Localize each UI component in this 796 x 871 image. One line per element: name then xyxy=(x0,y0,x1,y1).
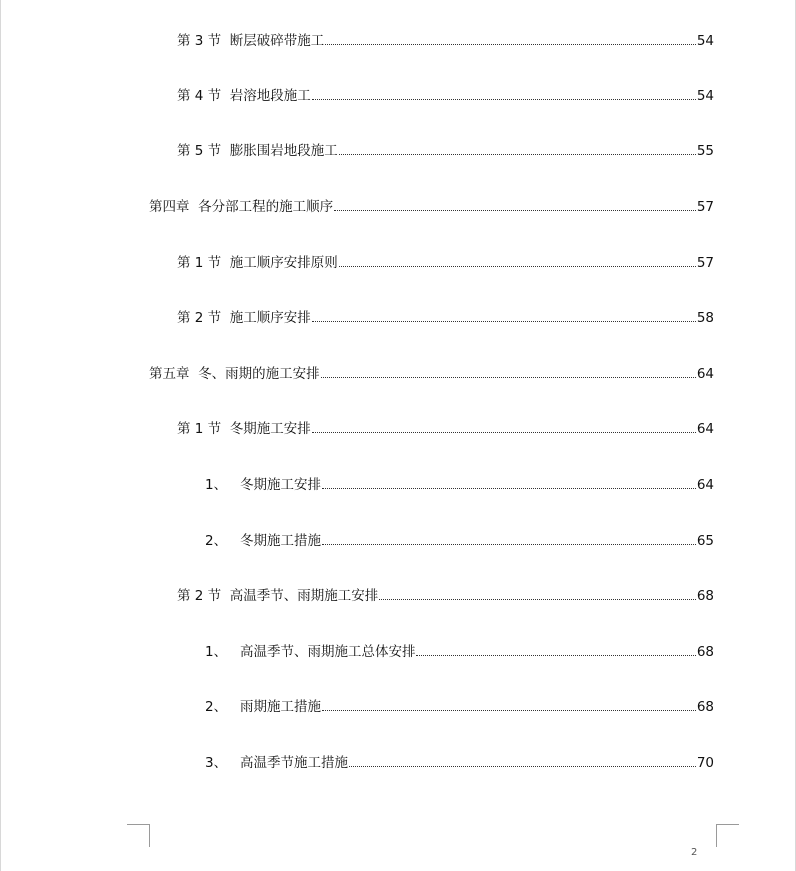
toc-entry-label: 第 1 节 冬期施工安排 xyxy=(177,421,311,437)
toc-entry[interactable] xyxy=(177,308,714,326)
toc-entry-page: 55 xyxy=(696,143,714,159)
toc-leader-dots xyxy=(312,431,696,433)
toc-entry-label: 第 5 节 膨胀围岩地段施工 xyxy=(177,143,338,159)
toc-entry-page: 57 xyxy=(696,199,714,215)
toc-entry[interactable] xyxy=(177,419,714,437)
toc-entry[interactable] xyxy=(149,364,714,382)
toc-leader-dots xyxy=(416,654,695,656)
toc-entry-label: 第 3 节 断层破碎带施工 xyxy=(177,33,325,49)
toc-entry-label: 第 2 节 高温季节、雨期施工安排 xyxy=(177,588,379,604)
toc-entry-label: 第四章 各分部工程的施工顺序 xyxy=(149,199,334,215)
toc-entry-label: 第 1 节 施工顺序安排原则 xyxy=(177,255,338,271)
toc-entry-label: 2、 雨期施工措施 xyxy=(205,699,321,715)
toc-leader-dots xyxy=(339,153,696,155)
toc-entry[interactable] xyxy=(205,642,714,660)
toc-leader-dots xyxy=(312,320,696,322)
toc-leader-dots xyxy=(322,543,696,545)
toc-leader-dots xyxy=(322,709,696,711)
toc-leader-dots xyxy=(379,598,696,600)
toc-entry-label: 1、 冬期施工安排 xyxy=(205,477,321,493)
toc-entry-label: 第 4 节 岩溶地段施工 xyxy=(177,88,311,104)
toc-entry[interactable] xyxy=(205,697,714,715)
toc-entry-label: 1、 高温季节、雨期施工总体安排 xyxy=(205,644,416,660)
toc-entry-page: 65 xyxy=(696,533,714,549)
toc-entry[interactable] xyxy=(205,531,714,549)
toc-entry-page: 54 xyxy=(696,33,714,49)
margin-corner-mark-right xyxy=(716,824,739,847)
toc-leader-dots xyxy=(321,376,696,378)
toc-entry[interactable] xyxy=(177,253,714,271)
toc-entry-page: 64 xyxy=(696,366,714,382)
toc-entry[interactable] xyxy=(177,86,714,104)
toc-entry-page: 54 xyxy=(696,88,714,104)
toc-entry[interactable] xyxy=(205,753,714,771)
toc-entry[interactable] xyxy=(177,141,714,159)
toc-entry-page: 64 xyxy=(696,421,714,437)
toc-leader-dots xyxy=(312,98,696,100)
toc-entry-label: 2、 冬期施工措施 xyxy=(205,533,321,549)
toc-entry-page: 57 xyxy=(696,255,714,271)
toc-entry-page: 68 xyxy=(696,644,714,660)
toc-entry-page: 58 xyxy=(696,310,714,326)
margin-corner-mark-left xyxy=(127,824,150,847)
page-number: 2 xyxy=(691,847,698,858)
toc-entry[interactable] xyxy=(177,586,714,604)
toc-entry[interactable] xyxy=(149,197,714,215)
toc-entry[interactable] xyxy=(205,475,714,493)
toc-leader-dots xyxy=(322,487,696,489)
toc-entry-label: 第五章 冬、雨期的施工安排 xyxy=(149,366,320,382)
toc-entry-page: 68 xyxy=(696,588,714,604)
toc-entry-label: 3、 高温季节施工措施 xyxy=(205,755,348,771)
toc-leader-dots xyxy=(325,43,696,45)
toc-entry-label: 第 2 节 施工顺序安排 xyxy=(177,310,311,326)
toc-leader-dots xyxy=(334,209,696,211)
toc-entry-page: 68 xyxy=(696,699,714,715)
toc-leader-dots xyxy=(339,265,696,267)
toc-entry-page: 64 xyxy=(696,477,714,493)
toc-entry-page: 70 xyxy=(696,755,714,771)
toc-entry[interactable] xyxy=(177,31,714,49)
toc-leader-dots xyxy=(349,765,696,767)
